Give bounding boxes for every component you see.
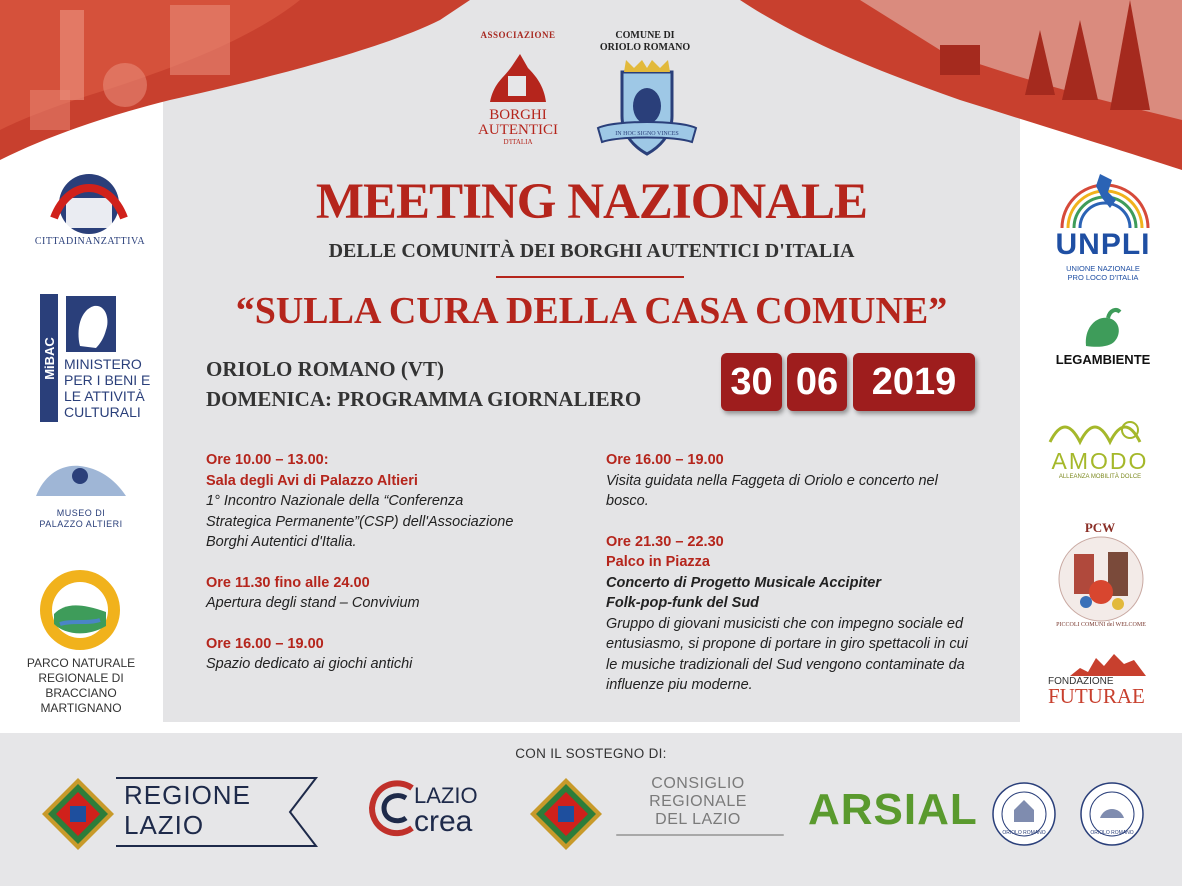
parco-line-3: BRACCIANO [45,686,117,700]
lazio-line: LAZIO [124,810,205,840]
futurae-wordmark: FUTURAE [1048,684,1145,708]
program-line: Spazio dedicato ai giochi antichi [206,656,413,672]
program-line: Visita guidata nella Faggeta di Oriolo e concerto nel [606,472,938,489]
program-line: entusiasmo, si propone di portare in giro spettacoli in cui [606,636,968,652]
pcw-circle-icon [1056,534,1146,624]
laziocrea-line-2: crea [414,805,473,838]
fondazione-futurae-skyline-icon [1070,648,1146,678]
cittadinanzattiva-label: CITTADINANZATTIVA [34,236,146,247]
program-time: Ore 16.00 – 19.00 [606,452,724,468]
consiglio-line-2: REGIONALE [649,793,747,810]
program-line: bosco. [606,493,649,509]
laziocrea-label [414,784,478,836]
program-line: Apertura degli stand – Convivium [206,595,420,611]
event-location: ORIOLO ROMANO (VT) [206,357,444,381]
museo-line-2: PALAZZO ALTIERI [39,519,123,529]
museo-palazzo-altieri-icon [32,456,130,504]
borghi-line-2: AUTENTICI [478,122,558,138]
program-line: Strategica Permanente”(CSP) dell'Associazione [206,513,514,530]
legambiente-label: LEGAMBIENTE [1055,352,1151,367]
mibac-line-3: LE ATTIVITÀ [64,388,145,404]
unpli-sub [1040,264,1166,282]
amodo-sub: ALLEANZA MOBILITÀ DOLCE [1058,474,1142,480]
cittadinanzattiva-logo-icon [44,168,134,238]
amodo-waves-icon [1046,412,1154,452]
consiglio-lazio-crest-icon [528,776,604,852]
subtitle: DELLE COMUNITÀ DEI BORGHI AUTENTICI D'ITALIA [328,240,855,262]
consiglio-label [612,775,784,829]
consiglio-underline [616,834,784,836]
theme-title: “SULLA CURA DELLA CASA COMUNE” [235,290,948,332]
regione-line: REGIONE [124,780,251,810]
parco-naturale-sun-icon [38,568,122,652]
program-line: Borghi Autentici d'Italia. [206,534,357,550]
program-right [606,450,996,696]
program-line: 1° Incontro Nazionale della “Conferenza [206,493,464,509]
oriolo-seal-2-icon [1078,780,1146,848]
mibac-bar [40,294,58,422]
program-place: Sala degli Avi di Palazzo Altieri [206,472,418,489]
borghi-autentici-wordmark [470,108,566,147]
pcw-label: PCW [1084,520,1116,535]
sponsors-label: CON IL SOSTEGNO DI: [515,746,667,761]
crest-motto: IN HOC SIGNO VINCES [615,131,679,137]
parco-label [14,656,148,716]
consiglio-line-1: CONSIGLIO [651,775,745,792]
borghi-line-3: D'ITALIA [503,138,533,146]
comune-line-1: COMUNE DI [615,30,675,41]
comune-label [590,30,700,54]
date-year: 2019 [853,353,975,411]
program-bold-line: Folk-pop-funk del Sud [606,595,760,611]
parco-line-4: MARTIGNANO [40,701,122,715]
unpli-rainbow-icon [1056,168,1154,230]
borghi-line-1: BORGHI [489,107,547,123]
associazione-label: ASSOCIAZIONE [480,30,556,40]
program-bold-line: Concerto di Progetto Musicale Accipiter [606,574,882,591]
unpli-wordmark: UNPLI [1055,228,1151,261]
oriolo-seal-1-icon [990,780,1058,848]
program-line: le musiche tradizionali del Sud vengono contaminate da [606,656,965,673]
mibac-bust-icon [66,296,116,352]
unpli-sub-2: PRO LOCO D'ITALIA [1067,273,1139,282]
arsial-wordmark: ARSIAL [808,785,978,834]
parco-line-1: PARCO NATURALE [26,656,136,670]
event-day: DOMENICA: PROGRAMMA GIORNALIERO [206,387,642,411]
laziocrea-line-1: LAZIO [414,783,478,808]
town-silhouette-left-illustration [0,0,470,160]
date-day: 30 [721,353,782,411]
regione-lazio-label [124,780,251,840]
amodo-wordmark: AMODO [1051,448,1149,474]
title-divider [496,276,684,278]
museo-line-1: MUSEO DI [56,508,106,518]
laziocrea-arc-icon [368,778,418,838]
program-left [206,450,586,675]
mibac-label [64,356,151,420]
program-time: Ore 11.30 fino alle 24.00 [206,574,370,591]
program-time: Ore 16.00 – 19.00 [206,635,324,652]
date-month: 06 [787,353,847,411]
program-place: Palco in Piazza [606,554,710,570]
seal-1-text: ORIOLO ROMANO [1002,830,1046,836]
museo-label [20,508,142,530]
comune-line-2: ORIOLO ROMANO [599,42,691,53]
main-title: MEETING NAZIONALE [315,174,868,230]
town-silhouette-right-illustration [740,0,1182,170]
consiglio-line-3: DEL LAZIO [655,811,741,828]
pcw-sub: PICCOLI COMUNI del WELCOME [1056,622,1146,628]
mibac-line-1: MINISTERO [64,356,142,372]
mibac-line-4: CULTURALI [64,404,141,420]
regione-lazio-crest-icon [40,776,116,852]
fondazione-label: FONDAZIONE [1048,676,1114,687]
program-time: Ore 21.30 – 22.30 [606,533,724,550]
parco-line-2: REGIONALE DI [38,671,124,685]
unpli-sub-1: UNIONE NAZIONALE [1066,264,1140,273]
mibac-line-2: PER I BENI E [64,372,151,388]
oriolo-crest-icon [594,58,700,158]
mibac-short: MiBAC [41,336,57,380]
legambiente-swan-icon [1080,306,1126,352]
borghi-autentici-logo [484,52,550,108]
program-line: Gruppo di giovani musicisti che con impegno sociale ed [606,615,964,632]
program-line: influenze piu moderne. [606,677,753,693]
program-time: Ore 10.00 – 13.00: [206,452,329,468]
seal-2-text: ORIOLO ROMANO [1090,830,1134,836]
